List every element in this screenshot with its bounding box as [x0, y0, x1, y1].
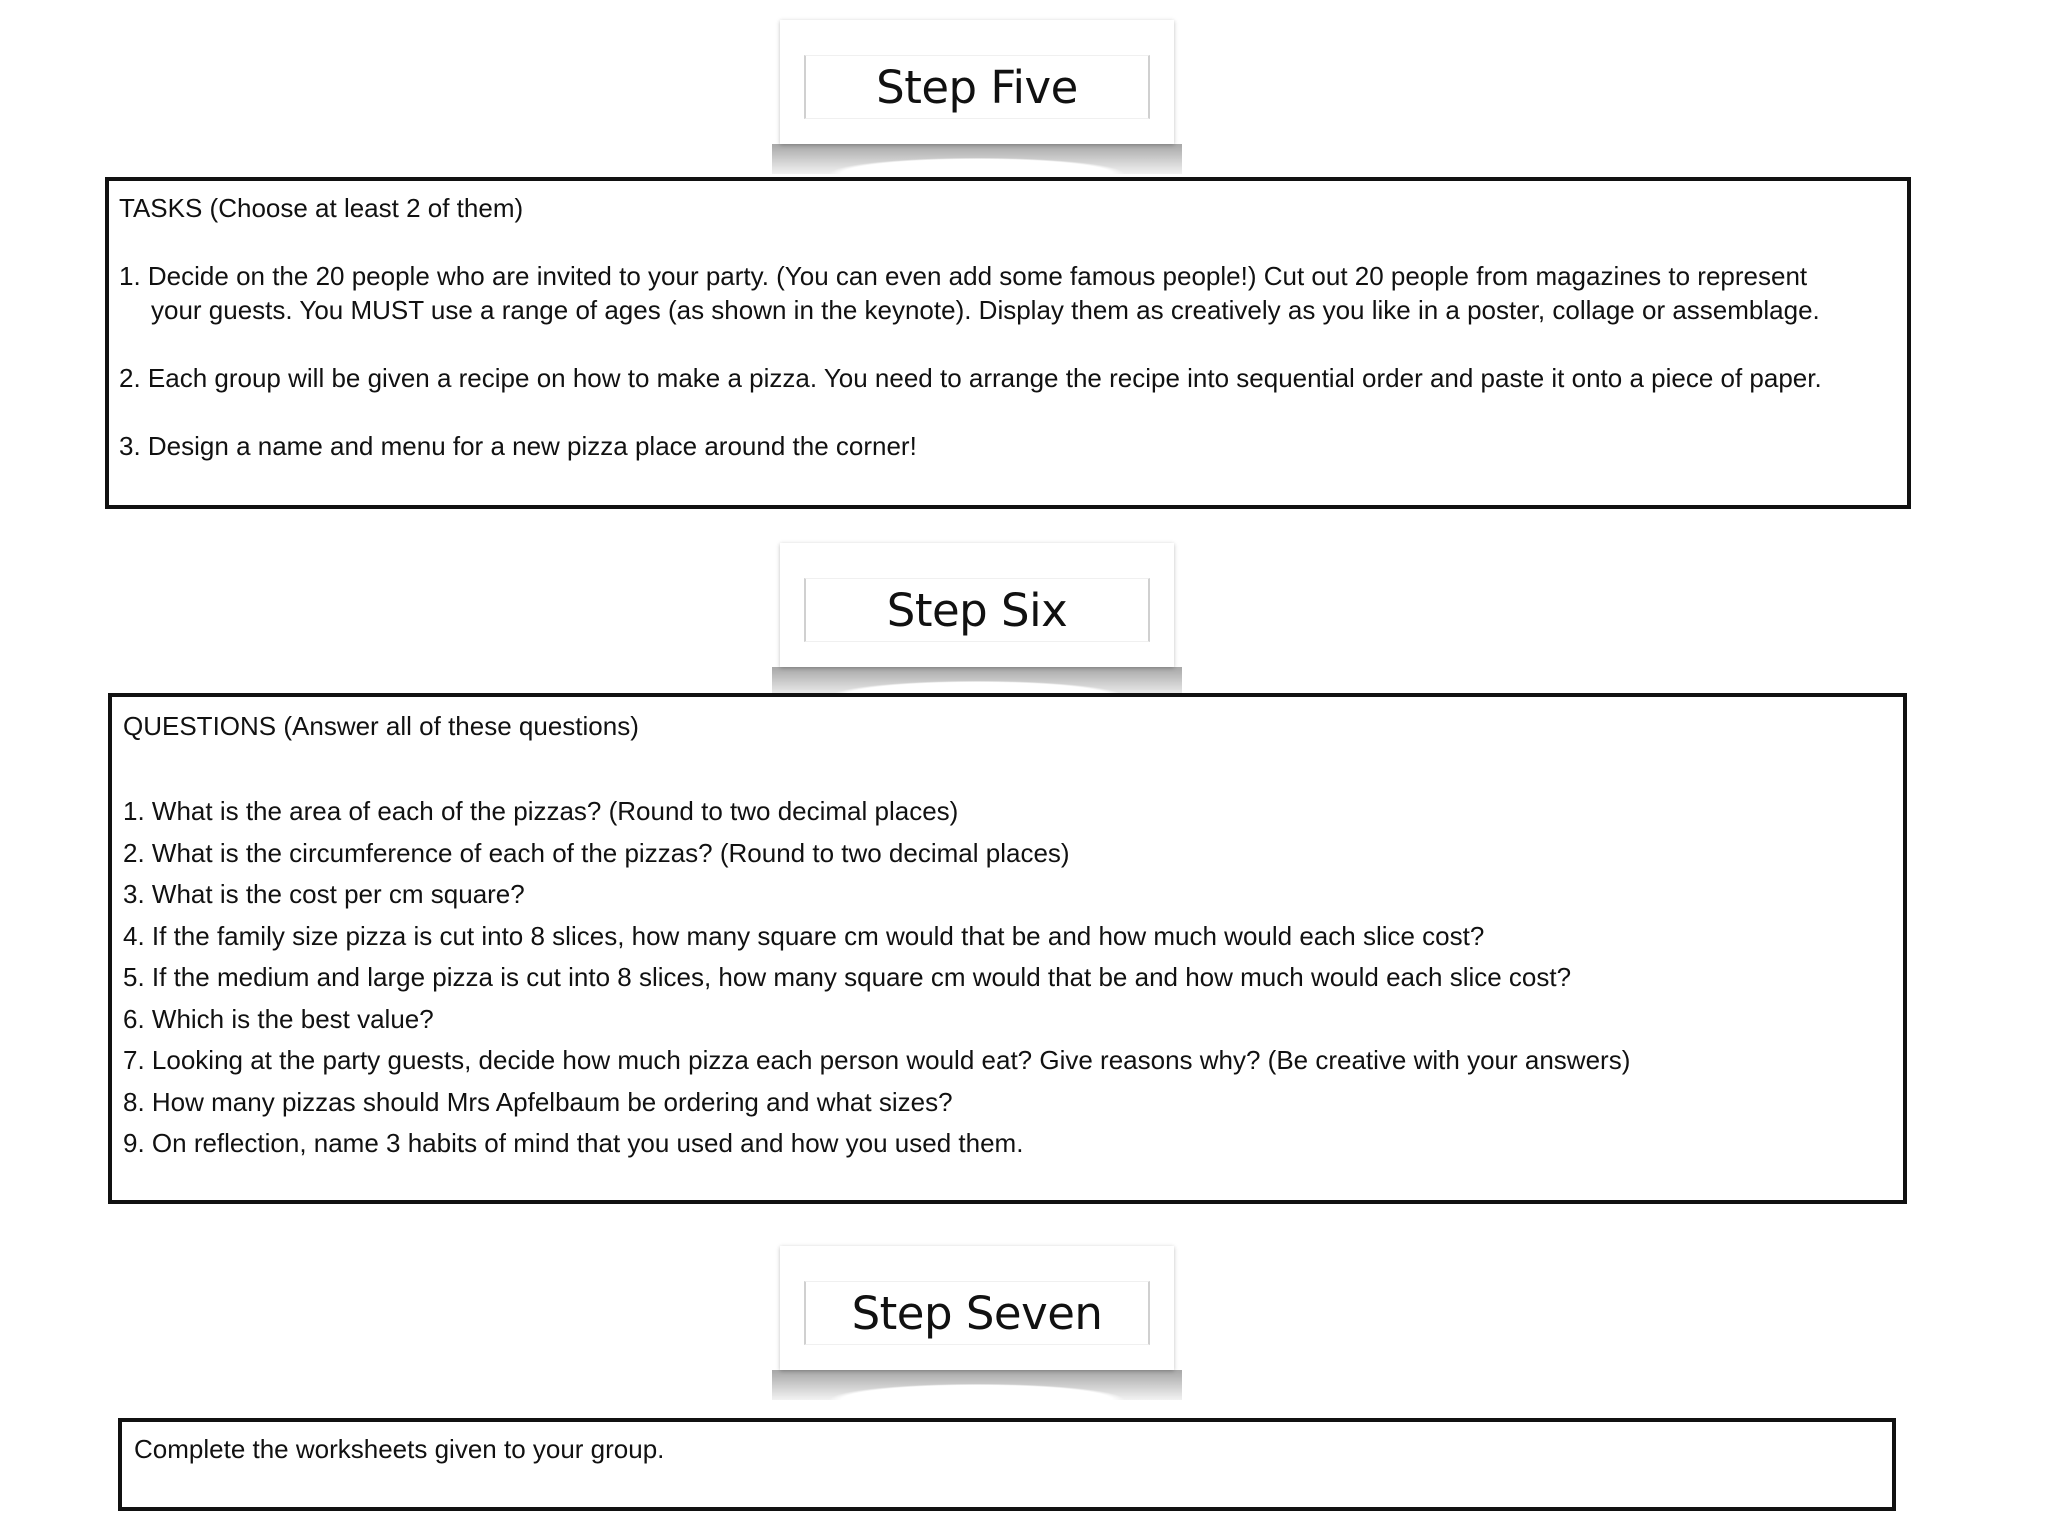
- step-five-shadow: [772, 144, 1182, 174]
- worksheets-text: Complete the worksheets given to your group.: [134, 1434, 665, 1464]
- question-item: 3. What is the cost per cm square?: [123, 879, 525, 909]
- step-six-header: [780, 543, 1174, 667]
- question-item: 2. What is the circumference of each of the pizzas? (Round to two decimal places): [123, 837, 1070, 868]
- tasks-heading: TASKS (Choose at least 2 of them): [119, 193, 524, 223]
- task-item-1-line-2: your guests. You MUST use a range of ages (as shown in the keynote). Display them as creatively as you like in a poster, collage or assemblage.: [151, 295, 1820, 325]
- question-item: 4. If the family size pizza is cut into 8 slices, how many square cm would that be and how much would each slice cost?: [123, 920, 1485, 951]
- question-item: 5. If the medium and large pizza is cut into 8 slices, how many square cm would that be and how much would each slice cost?: [123, 962, 1572, 992]
- question-item: 9. On reflection, name 3 habits of mind that you used and how you used them.: [123, 1128, 1024, 1158]
- task-item-1-line-1: 1. Decide on the 20 people who are invited to your party. (You can even add some famous people!) Cut out 20 people from magazines to represent: [119, 261, 1808, 291]
- question-item: 8. How many pizzas should Mrs Apfelbaum be ordering and what sizes?: [123, 1086, 953, 1117]
- questions-heading: QUESTIONS (Answer all of these questions): [123, 711, 639, 741]
- step-seven-title: Step Seven: [804, 1281, 1150, 1345]
- step-six-title: Step Six: [804, 578, 1150, 642]
- tasks-box: [105, 177, 1911, 509]
- question-item: 6. Which is the best value?: [123, 1003, 434, 1034]
- step-five-header: [780, 20, 1174, 144]
- step-seven-header: [780, 1246, 1174, 1370]
- questions-box: [108, 693, 1907, 1204]
- worksheets-box: [118, 1418, 1896, 1511]
- question-item: 1. What is the area of each of the pizzas? (Round to two decimal places): [123, 796, 959, 826]
- step-five-title: Step Five: [804, 55, 1150, 119]
- task-item-2: 2. Each group will be given a recipe on how to make a pizza. You need to arrange the recipe into sequential order and paste it onto a piece of paper.: [119, 363, 1822, 393]
- question-item: 7. Looking at the party guests, decide how much pizza each person would eat? Give reasons why? (Be creative with your answers): [123, 1045, 1631, 1075]
- task-item-3: 3. Design a name and menu for a new pizza place around the corner!: [119, 431, 917, 461]
- step-seven-shadow: [772, 1370, 1182, 1400]
